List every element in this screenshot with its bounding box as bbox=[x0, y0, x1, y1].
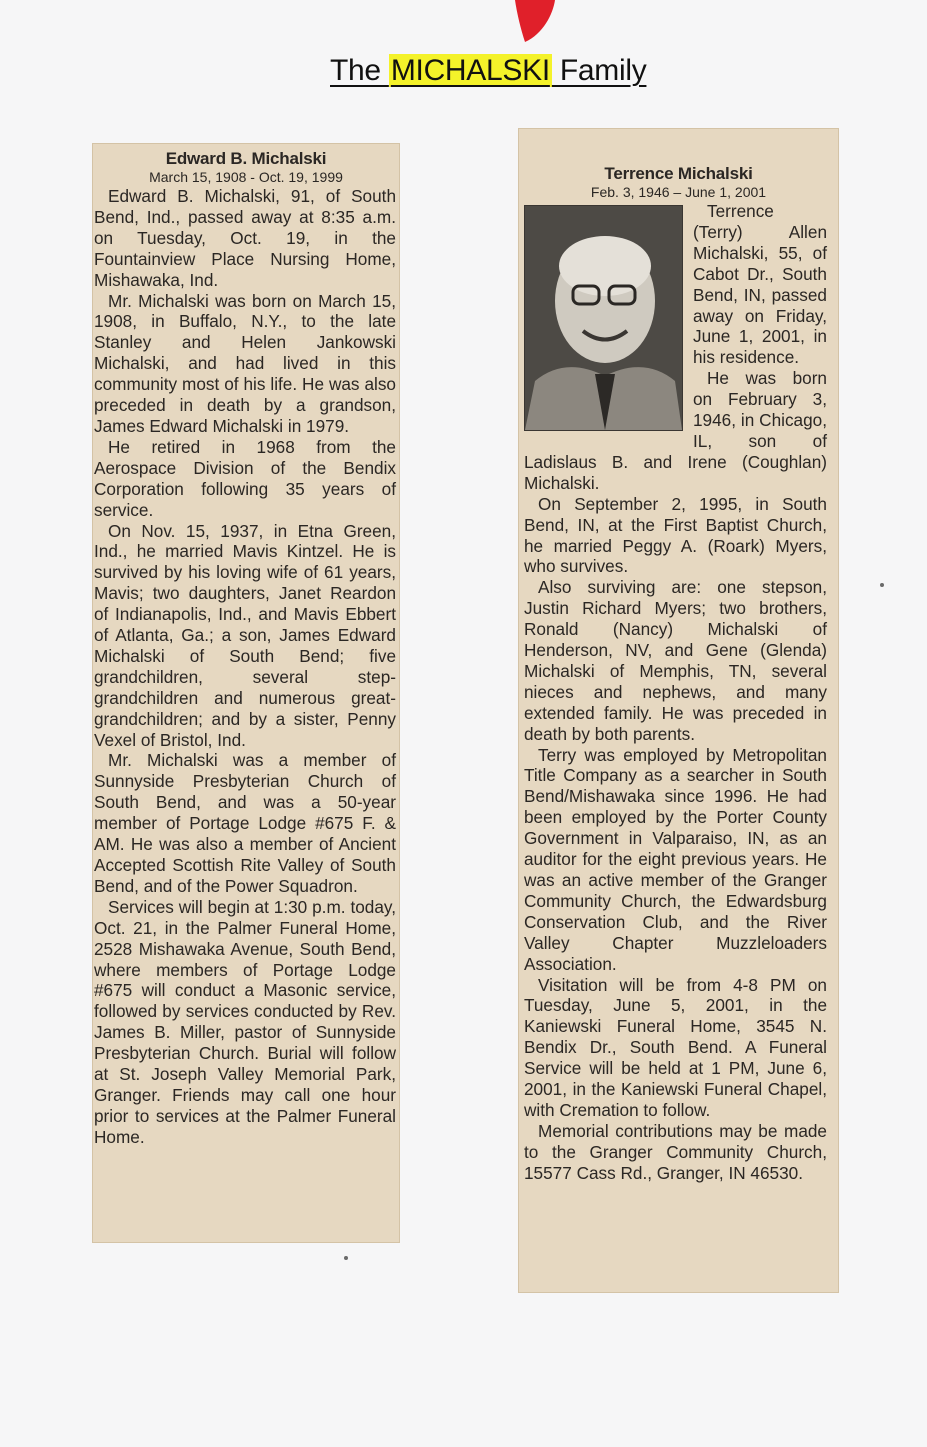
obituary-paragraph: Memorial contributions may be made to the Granger Community Church, 15577 Cass Rd., Granger, IN 46530. bbox=[524, 1120, 827, 1183]
title-suffix: Family bbox=[551, 54, 647, 87]
obituary-dates: Feb. 3, 1946 – June 1, 2001 bbox=[590, 184, 767, 200]
obituary-paragraph: He was born on February 3, 1946, in Chicago, IL, son of Ladislaus B. and Irene (Coughlan) Michalski. bbox=[524, 368, 827, 493]
obituary-clipping-edward bbox=[92, 143, 400, 1243]
obituary-name: Terrence Michalski bbox=[604, 164, 753, 183]
speck-mark bbox=[880, 583, 884, 587]
obituary-body bbox=[92, 186, 400, 1148]
obituary-paragraph: On Nov. 15, 1937, in Etna Green, Ind., he married Mavis Kintzel. He is survived by his loving wife of 61 years, Mavis; two daughters, Janet Reardon of Indianapolis, Ind., and Mavis Ebbert of Atlanta, Ga.; a son, James Edward Michalski of South Bend; five grandchildren, several step-grandchildren and numerous great-grandchildren; and by a sister, Penny Vexel of Bristol, Ind. bbox=[94, 520, 396, 750]
obituary-paragraph: Visitation will be from 4-8 PM on Tuesday, June 5, 2001, in the Kaniewski Funeral Home, 3545 N. Bendix Dr., South Bend. A Funeral Service will be held at 1 PM, June 6, 2001, in the Kaniewski Funeral Chapel, with Cremation to follow. bbox=[524, 974, 827, 1120]
obituary-name: Edward B. Michalski bbox=[165, 149, 327, 168]
page-title bbox=[330, 54, 690, 88]
obituary-paragraph: Edward B. Michalski, 91, of South Bend, Ind., passed away at 8:35 a.m. on Tuesday, Oct. 19, in the Fountainview Place Nursing Home, Mishawaka, Ind. bbox=[94, 186, 396, 290]
title-prefix: The bbox=[330, 54, 389, 87]
red-ribbon-icon bbox=[513, 0, 557, 42]
speck-mark bbox=[344, 1256, 348, 1260]
obituary-paragraph: Terrence (Terry) Allen Michalski, 55, of Cabot Dr., South Bend, IN, passed away on Friday, June 1, 2001, in his residence. bbox=[693, 201, 827, 368]
obituary-dates: March 15, 1908 - Oct. 19, 1999 bbox=[149, 169, 343, 185]
obituary-paragraph: Mr. Michalski was born on March 15, 1908, in Buffalo, N.Y., to the late Stanley and Helen Jankowski Michalski, and had lived in this community most of his life. He was also preceded in death by a grandson, James Edward Michalski in 1979. bbox=[94, 290, 396, 436]
portrait-photo bbox=[524, 205, 683, 431]
obituary-paragraph: Mr. Michalski was a member of Sunnyside Presbyterian Church of South Bend, and was a 50-year member of Portage Lodge #675 F. & AM. He was also a member of Ancient Accepted Scottish Rite Valley of South Bend, and of the Power Squadron. bbox=[94, 750, 396, 896]
obituary-paragraph: Terry was employed by Metropolitan Title Company as a searcher in South Bend/Mishawaka since 1996. He had been employed by the Porter County Government in Valparaiso, IN, as an auditor for the eight previous years. He was an active member of the Granger Community Church, the Edwardsburg Conservation Club, and the River Valley Chapter Muzzleloaders Association. bbox=[524, 744, 827, 974]
title-highlight: MICHALSKI bbox=[390, 54, 550, 87]
obituary-paragraph: Also surviving are: one stepson, Justin Richard Myers; two brothers, Ronald (Nancy) Michalski of Henderson, NV, and Gene (Glenda) Michalski of Memphis, TN, several nieces and nephews, and many extended family. He was preceded in death by both parents. bbox=[524, 577, 827, 744]
obituary-body bbox=[518, 201, 839, 1184]
obituary-paragraph: He retired in 1968 from the Aerospace Division of the Bendix Corporation following 35 years of service. bbox=[94, 436, 396, 520]
obituary-clipping-terrence bbox=[518, 128, 839, 1293]
obituary-paragraph: On September 2, 1995, in South Bend, IN, at the First Baptist Church, he married Peggy A. (Roark) Myers, who survives. bbox=[524, 493, 827, 577]
portrait-figure-icon bbox=[525, 206, 682, 430]
obituary-paragraph: Services will begin at 1:30 p.m. today, Oct. 21, in the Palmer Funeral Home, 2528 Mishawaka Avenue, South Bend, where members of Portage Lodge #675 will conduct a Masonic service, followed by services conducted by Rev. James B. Miller, pastor of Sunnyside Presbyterian Church. Burial will follow at St. Joseph Valley Memorial Park, Granger. Friends may call one hour prior to services at the Palmer Funeral Home. bbox=[94, 896, 396, 1147]
